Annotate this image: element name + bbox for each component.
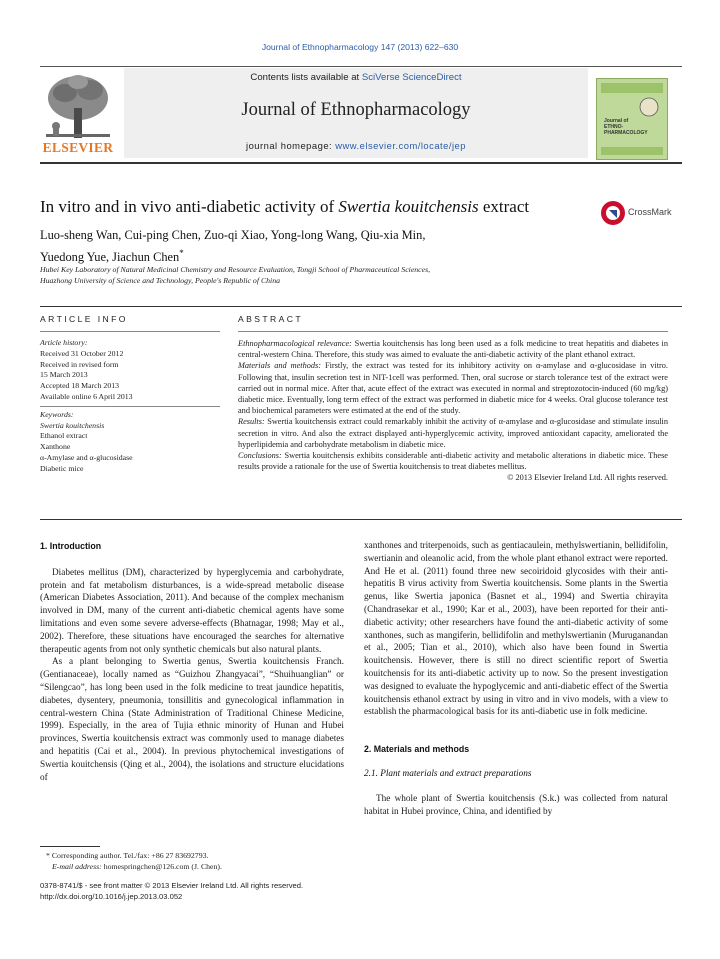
email-address[interactable]: homespringchen@126.com (J. Chen). — [101, 861, 222, 871]
homepage-prefix: journal homepage: — [245, 140, 336, 151]
authors-line-1: Luo-sheng Wan, Cui-ping Chen, Zuo-qi Xiao, Yong-long Wang, Qiu-xia Min, — [40, 228, 426, 242]
abstract-methods — [238, 360, 668, 416]
history-item: Accepted 18 March 2013 — [40, 381, 120, 391]
history-item: Available online 6 April 2013 — [40, 391, 133, 401]
masthead-bottom-rule — [40, 162, 682, 164]
results-label: Results: — [238, 417, 265, 427]
article-title — [40, 197, 529, 217]
keyword: Ethanol extract — [40, 431, 88, 441]
plant-materials-heading: 2.1. Plant materials and extract preparations — [364, 768, 532, 779]
keywords-label: Keywords: — [40, 409, 74, 419]
keyword: Swertia kouitchensis — [40, 420, 105, 430]
elsevier-logo-text: ELSEVIER — [42, 140, 114, 155]
homepage-link[interactable]: www.elsevier.com/locate/jep — [335, 140, 466, 151]
right-paragraph-2: The whole plant of Swertia kouitchensis (S.k.) was collected from natural habitat in Hubei province, China, and identified by — [364, 793, 668, 817]
sciencedirect-link[interactable]: SciVerse ScienceDirect — [361, 72, 462, 83]
email-label: E-mail address: — [52, 861, 102, 871]
footnote-rule — [40, 846, 100, 847]
footnote — [40, 851, 340, 872]
article-info — [40, 338, 220, 475]
right-paragraph-1: xanthones and triterpenoids, such as gentiacaulein, methylswertianin, bellidifolin, swertianin and oleanolic acid, from the whole plant ethanol extract were reported. And He et al. (2011) found three new secoiridoid glycosides with their anti-hepatitis B virus activity from Swertia kouitchensis. Some plants in the Swertia genus, like Swertia japonica (Basnet et al., 1994) and Swertia chirayita (Chandrasekar et al., 1990; Kar et al., 2003), have been reported for their anti-diabetic activity; other researchers have found the anti-diabetic activity of some xanthones, such as mangiferin, bellidifolin and methylswertianin (Muruganandan et al., 2005; Tian et al., 2010), which also have been found in Swertia kouitchensis. However, there is still no direct scientific report of Swertia kouitchensis for its anti-diabetic activity up to now. So the present investigation was designed to evaluate the hypoglycemic and anti-diabetic effect of the Swertia kouitchensis ethanol extract by using in vitro and in vivo models, with a view to establish the pharmacological basis for its anti-diabetic use in folk medicine. — [364, 541, 668, 718]
left-column — [40, 540, 344, 784]
abstract-bottom-rule — [40, 519, 682, 520]
keyword: α-Amylase and α-glucosidase — [40, 452, 133, 462]
keywords-rule — [40, 406, 220, 407]
intro-heading: 1. Introduction — [40, 541, 102, 551]
title-prefix: In vitro and in vivo anti-diabetic activity of — [40, 197, 339, 216]
affiliation-line-2: Huazhong University of Science and Technology, People's Republic of China — [40, 276, 281, 285]
crossmark-icon[interactable] — [600, 200, 626, 226]
info-top-rule — [40, 306, 682, 307]
masthead-top-rule — [40, 66, 682, 67]
issn-line: 0378-8741/$ - see front matter © 2013 Elsevier Ireland Ltd. All rights reserved. — [40, 881, 304, 890]
cover-title: Journal of ETHNO-PHARMACOLOGY — [604, 118, 648, 136]
abstract-rule — [238, 331, 668, 332]
abstract-results — [238, 416, 668, 450]
corresponding-author-mark[interactable]: * — [179, 248, 184, 258]
title-suffix: extract — [478, 197, 530, 216]
abstract-body — [238, 338, 668, 484]
journal-title: Journal of Ethnopharmacology — [241, 100, 471, 120]
conclusions-text: Swertia kouitchensis exhibits considerable anti-diabetic activity and metabolic alterations in diabetic mice. These results provide a rationale for the use of Swertia kouitchensis to treat diabetes mellitus. — [238, 451, 668, 472]
intro-paragraph-2: As a plant belonging to Swertia genus, Swertia kouitchensis Franch. (Gentianaceae), locally named as “Guizhou Zhangyacai”, “Shuihuanglian” or “Silengcao”, has long been used in the folk medicine to treat jaundice hepatitis, diabetes, dysentery, pneumonia, tonsillitis and gynecological inflammation in central-western China (State Administration of Traditional Chinese Medicine, 1999). Especially, in the area of Tujia ethnic minority of Hunan and Hubei provinces, Swertia kouitchensis extract was commonly used to manage diabetes and hepatitis (Cai et al., 2004). In previous phytochemical investigations of Swertia kouitchensis (Qing et al., 2004), the isolations and structure elucidations of — [40, 657, 344, 783]
affiliation — [40, 264, 600, 286]
conclusions-label: Conclusions: — [238, 451, 282, 461]
methods-text: Firstly, the extract was tested for its inhibitory activity on α-amylase and α-glucosidase in vitro. Following that, insulin secretion test in NIT-1cell was performed. Then, oral sucrose or starch tolerance test of the extract were carried out in normal mice. After that, acute effect of the extract was executed in normal and streptozotocin-induced (60 mg/kg) diabetic mice. Eventually, long term effect of the extract was performed in diabetic mice for 4 weeks. Oral glucose tolerance test and biochemical parameters were estimated at the end of the study. — [238, 361, 668, 416]
copyright: © 2013 Elsevier Ireland Ltd. All rights reserved. — [507, 473, 668, 483]
relevance-label: Ethnopharmacological relevance: — [238, 339, 352, 348]
keyword: Xanthone — [40, 442, 71, 452]
abstract-heading: ABSTRACT — [238, 314, 304, 324]
methods-label: Materials and methods: — [238, 361, 322, 371]
contents-line — [124, 72, 588, 83]
journal-homepage — [124, 140, 588, 151]
front-matter — [40, 881, 460, 902]
history-label: Article history: — [40, 338, 88, 347]
relevance-text: Swertia kouitchensis has long been used as a folk medicine to treat hepatitis and diabetes in central-western China. Therefore, this study was aimed to evaluate the anti-diabetic activity of the plant ethanol extract. — [238, 339, 669, 360]
title-species: Swertia kouitchensis — [338, 197, 479, 216]
methods-heading: 2. Materials and methods — [364, 744, 470, 755]
article-info-rule — [40, 331, 220, 332]
intro-paragraph-1: Diabetes mellitus (DM), characterized by hyperglycemia and carbohydrate, protein and fat metabolism disturbances, is a wide-spread metabolic disease (American Diabetes Association, 2011). And because of the complex mechanism involved in DM, many of the current anti-diabetic chemical agents have some limitations and even some severe adverse-effects (Bhatnagar, 1998; May et al., 2002). Therefore, these situations have encouraged the searches for alternative therapeutic agents from not only synthetic chemicals but also natural plants. — [40, 567, 344, 655]
abstract-relevance — [238, 338, 668, 360]
keyword: Diabetic mice — [40, 463, 84, 473]
authors-line-2: Yuedong Yue, Jiachun Chen — [40, 250, 180, 265]
journal-citation: Journal of Ethnopharmacology 147 (2013) 622–630 — [261, 42, 459, 52]
author-list — [40, 226, 560, 266]
contents-prefix: Contents lists available at — [250, 72, 362, 83]
affiliation-line-1: Hubei Key Laboratory of Natural Medicinal Chemistry and Resource Evaluation, Tongji School of Pharmaceutical Sciences, — [40, 265, 431, 274]
history-item: Received 31 October 2012 — [40, 348, 124, 358]
right-column — [364, 540, 668, 818]
abstract-conclusions — [238, 450, 668, 472]
history-item: Received in revised form — [40, 359, 119, 369]
doi-link[interactable]: http://dx.doi.org/10.1016/j.jep.2013.03.052 — [40, 891, 183, 901]
results-text: Swertia kouitchensis extract could remarkably inhibit the activity of α-amylase and α-glucosidase and stimulate insulin secretion in vitro. And also the extract displayed anti-hyperglycemic activity, improved antioxidant capacity, ameliorated the hyperlipidemia and carbohydrate metabolism in diabetic mice. — [238, 417, 668, 449]
crossmark-label: CrossMark — [628, 207, 672, 217]
article-info-heading: ARTICLE INFO — [40, 314, 128, 324]
corresponding-author: * Corresponding author. Tel./fax: +86 27 83692793. — [46, 851, 209, 860]
history-item: 15 March 2013 — [40, 370, 88, 380]
